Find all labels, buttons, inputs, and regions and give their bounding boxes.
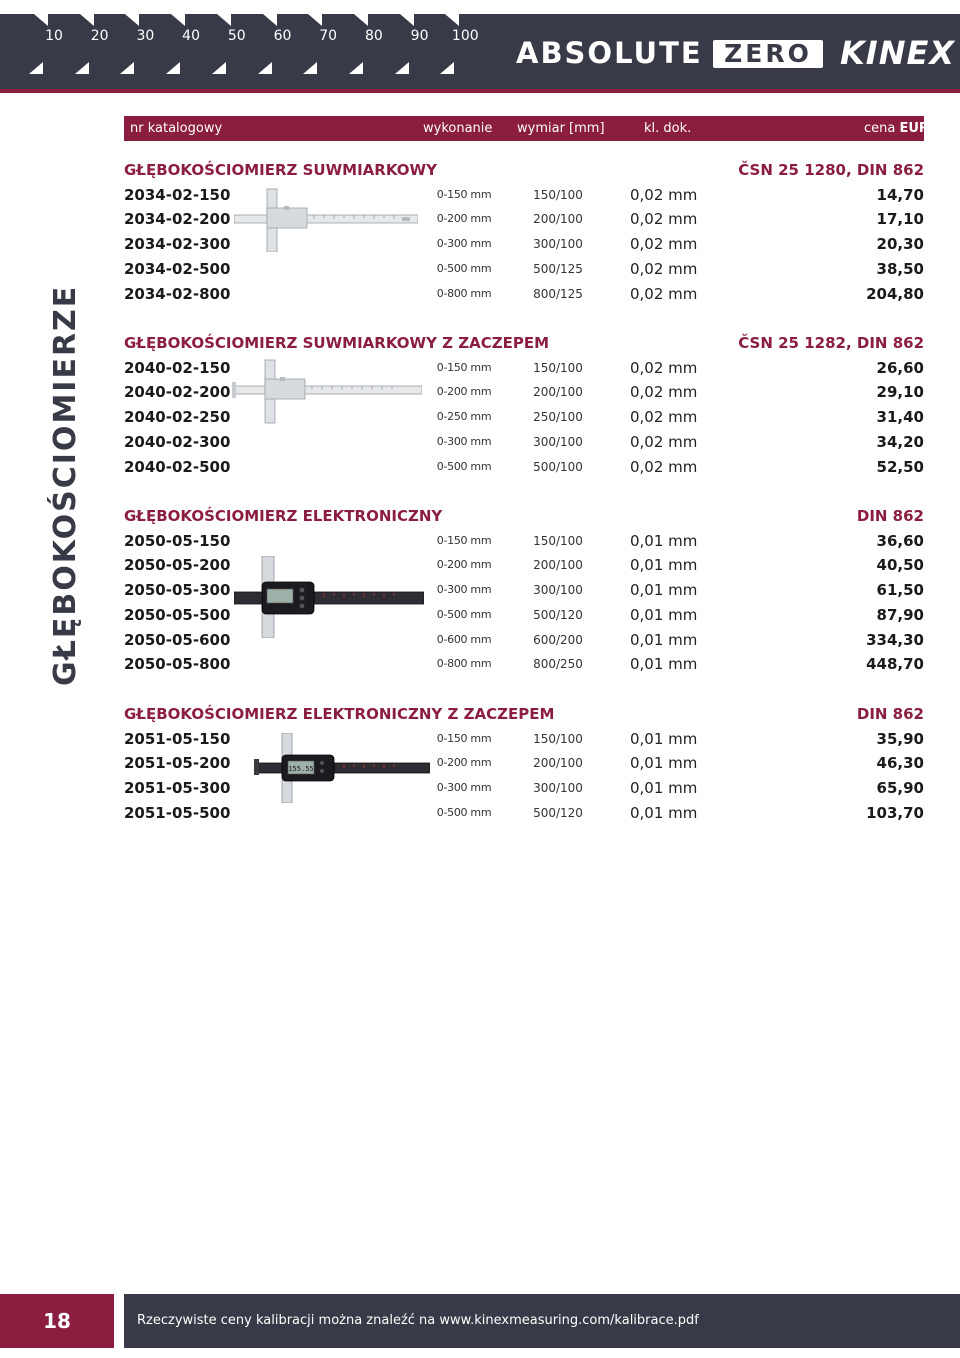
measuring-range: 0-300 mm	[436, 781, 492, 795]
accuracy-class: 0,02 mm	[630, 210, 698, 229]
measuring-range: 0-300 mm	[436, 434, 492, 448]
header-accent-line	[0, 89, 960, 93]
scale-tick-top	[80, 14, 94, 26]
dimension: 200/100	[533, 385, 583, 400]
accuracy-class: 0,01 mm	[630, 630, 698, 649]
scale-tick-top	[34, 14, 48, 26]
side-category-label: GŁĘBOKOŚCIOMIERZE	[48, 284, 83, 686]
scale-tick-bottom	[29, 62, 43, 74]
measuring-range: 0-500 mm	[436, 805, 492, 819]
section-title: GŁĘBOKOŚCIOMIERZ SUWMIARKOWY	[124, 161, 437, 179]
price: 34,20	[876, 432, 924, 451]
scale-tick-top	[171, 14, 185, 26]
dimension: 150/100	[533, 533, 583, 548]
price: 20,30	[876, 235, 924, 254]
col-catalog-no: nr katalogowy	[130, 121, 223, 136]
price: 65,90	[876, 779, 924, 798]
col-dimension: wymiar [mm]	[517, 121, 605, 136]
table-row	[124, 652, 924, 677]
price: 87,90	[876, 605, 924, 624]
measuring-range: 0-150 mm	[436, 533, 492, 547]
measuring-range: 0-800 mm	[436, 657, 492, 671]
footer-bar	[124, 1294, 960, 1348]
scale-tick-top	[354, 14, 368, 26]
section-standard: DIN 862	[856, 507, 924, 525]
measuring-range: 0-150 mm	[436, 731, 492, 745]
col-price	[864, 121, 929, 136]
scale-number: 10	[45, 28, 63, 44]
table-row	[124, 430, 924, 455]
scale-tick-bottom	[212, 62, 226, 74]
section-standard: ČSN 25 1280, DIN 862	[738, 161, 924, 179]
catalog-number: 2051-05-300	[124, 779, 231, 798]
price: 17,10	[876, 210, 924, 229]
page-number: 18	[0, 1294, 114, 1348]
catalog-number: 2050-05-500	[124, 605, 231, 624]
scale-number: 90	[410, 28, 429, 44]
logo-kinex: KINEX	[840, 34, 956, 72]
measuring-range: 0-200 mm	[436, 756, 492, 770]
dimension: 250/100	[533, 410, 583, 425]
electronic-depth-gauge-hook-image	[254, 733, 430, 803]
dimension: 200/100	[533, 558, 583, 573]
scale-tick-top	[125, 14, 139, 26]
scale-tick-bottom	[395, 62, 409, 74]
price: 334,30	[866, 630, 924, 649]
dimension: 300/100	[533, 583, 583, 598]
scale-number: 40	[182, 28, 200, 44]
measuring-range: 0-500 mm	[436, 261, 492, 275]
scale-number: 70	[319, 28, 338, 44]
measuring-range: 0-150 mm	[436, 360, 492, 374]
scale-tick-bottom	[303, 62, 317, 74]
table-row	[124, 455, 924, 480]
measuring-range: 0-600 mm	[436, 632, 492, 646]
dimension: 300/100	[533, 434, 583, 449]
catalog-number: 2040-02-500	[124, 457, 231, 476]
measuring-range: 0-500 mm	[436, 459, 492, 473]
measuring-range: 0-300 mm	[436, 237, 492, 251]
dimension: 150/100	[533, 360, 583, 375]
section-title: GŁĘBOKOŚCIOMIERZ SUWMIARKOWY Z ZACZEPEM	[124, 334, 550, 352]
table-row	[124, 751, 924, 776]
price: 36,60	[876, 531, 924, 550]
dimension: 300/100	[533, 237, 583, 252]
accuracy-class: 0,02 mm	[630, 235, 698, 254]
scale-number: 80	[364, 28, 383, 44]
accuracy-class: 0,01 mm	[630, 605, 698, 624]
accuracy-class: 0,02 mm	[630, 284, 698, 303]
accuracy-class: 0,01 mm	[630, 581, 698, 600]
price: 38,50	[876, 259, 924, 278]
col-price-currency: EUR	[899, 121, 929, 136]
table-row	[124, 776, 924, 801]
accuracy-class: 0,02 mm	[630, 259, 698, 278]
dimension: 500/120	[533, 607, 583, 622]
scale-tick-bottom	[258, 62, 272, 74]
catalog-number: 2050-05-200	[124, 556, 231, 575]
vernier-depth-gauge-hook-image	[232, 358, 422, 424]
price: 204,80	[866, 284, 924, 303]
table-row	[124, 257, 924, 282]
col-accuracy-class: kl. dok.	[644, 121, 692, 136]
scale-tick-top	[445, 14, 459, 26]
accuracy-class: 0,02 mm	[630, 383, 698, 402]
col-execution: wykonanie	[423, 121, 493, 136]
dimension: 800/125	[533, 286, 583, 301]
measuring-range: 0-200 mm	[436, 212, 492, 226]
scale-tick-bottom	[349, 62, 363, 74]
dimension: 500/120	[533, 805, 583, 820]
price: 31,40	[876, 408, 924, 427]
section-title: GŁĘBOKOŚCIOMIERZ ELEKTRONICZNY Z ZACZEPEM	[124, 705, 555, 723]
catalog-number: 2034-02-500	[124, 259, 231, 278]
accuracy-class: 0,01 mm	[630, 655, 698, 674]
measuring-range: 0-250 mm	[436, 410, 492, 424]
accuracy-class: 0,02 mm	[630, 408, 698, 427]
logo-zero: ZERO	[713, 40, 823, 68]
measuring-range: 0-300 mm	[436, 583, 492, 597]
scale-number: 100	[451, 28, 479, 44]
catalog-number: 2050-05-150	[124, 531, 231, 550]
column-header-bar	[124, 116, 929, 141]
table-row	[124, 529, 924, 554]
accuracy-class: 0,01 mm	[630, 754, 698, 773]
electronic-depth-gauge-image	[234, 556, 424, 638]
table-row	[124, 801, 924, 826]
price: 52,50	[876, 457, 924, 476]
accuracy-class: 0,02 mm	[630, 185, 698, 204]
accuracy-class: 0,01 mm	[630, 556, 698, 575]
accuracy-class: 0,01 mm	[630, 803, 698, 822]
price: 26,60	[876, 358, 924, 377]
scale-tick-bottom	[120, 62, 134, 74]
catalog-number: 2040-02-150	[124, 358, 231, 377]
price: 103,70	[866, 803, 924, 822]
scale-tick-bottom	[75, 62, 89, 74]
catalog-number: 2040-02-250	[124, 408, 231, 427]
scale-tick-bottom	[166, 62, 180, 74]
dimension: 200/100	[533, 212, 583, 227]
price: 29,10	[876, 383, 924, 402]
price: 46,30	[876, 754, 924, 773]
price: 40,50	[876, 556, 924, 575]
scale-number: 50	[227, 28, 246, 44]
catalog-number: 2050-05-600	[124, 630, 231, 649]
catalog-number: 2034-02-300	[124, 235, 231, 254]
dimension: 200/100	[533, 756, 583, 771]
measuring-range: 0-500 mm	[436, 607, 492, 621]
measuring-range: 0-800 mm	[436, 286, 492, 300]
scale-tick-top	[263, 14, 277, 26]
accuracy-class: 0,02 mm	[630, 358, 698, 377]
catalog-number: 2040-02-200	[124, 383, 231, 402]
footer-note: Rzeczywiste ceny kalibracji można znaleźć na www.kinexmeasuring.com/kalibrace.pdf	[137, 1313, 699, 1328]
dimension: 150/100	[533, 187, 583, 202]
price: 14,70	[876, 185, 924, 204]
section-standard: ČSN 25 1282, DIN 862	[738, 334, 924, 352]
accuracy-class: 0,01 mm	[630, 531, 698, 550]
catalog-number: 2050-05-300	[124, 581, 231, 600]
catalog-number: 2034-02-200	[124, 210, 231, 229]
scale-number: 60	[273, 28, 292, 44]
measuring-range: 0-150 mm	[436, 187, 492, 201]
price: 448,70	[866, 655, 924, 674]
price: 61,50	[876, 581, 924, 600]
dimension: 300/100	[533, 781, 583, 796]
catalog-number: 2034-02-800	[124, 284, 231, 303]
dimension: 500/125	[533, 261, 583, 276]
measuring-range: 0-200 mm	[436, 385, 492, 399]
price: 35,90	[876, 729, 924, 748]
dimension: 150/100	[533, 731, 583, 746]
section-title: GŁĘBOKOŚCIOMIERZ ELEKTRONICZNY	[124, 507, 443, 525]
catalog-number: 2051-05-200	[124, 754, 231, 773]
vernier-depth-gauge-image	[234, 186, 418, 252]
display-readout: 155.55	[288, 765, 314, 773]
dimension: 600/200	[533, 632, 583, 647]
scale-number: 20	[90, 28, 109, 44]
catalog-number: 2040-02-300	[124, 432, 231, 451]
accuracy-class: 0,02 mm	[630, 457, 698, 476]
logo-absolute: ABSOLUTE	[516, 36, 703, 70]
catalog-number: 2050-05-800	[124, 655, 231, 674]
col-price-prefix: cena	[864, 121, 896, 136]
table-row	[124, 727, 924, 752]
scale-tick-top	[308, 14, 322, 26]
table-row	[124, 282, 924, 307]
section-standard: DIN 862	[856, 705, 924, 723]
catalog-number: 2051-05-150	[124, 729, 231, 748]
accuracy-class: 0,01 mm	[630, 729, 698, 748]
catalog-number: 2034-02-150	[124, 185, 231, 204]
accuracy-class: 0,01 mm	[630, 779, 698, 798]
scale-number: 30	[136, 28, 155, 44]
dimension: 500/100	[533, 459, 583, 474]
scale-tick-top	[217, 14, 231, 26]
catalog-number: 2051-05-500	[124, 803, 231, 822]
dimension: 800/250	[533, 657, 583, 672]
scale-tick-top	[400, 14, 414, 26]
measuring-range: 0-200 mm	[436, 558, 492, 572]
scale-tick-bottom	[440, 62, 454, 74]
accuracy-class: 0,02 mm	[630, 432, 698, 451]
